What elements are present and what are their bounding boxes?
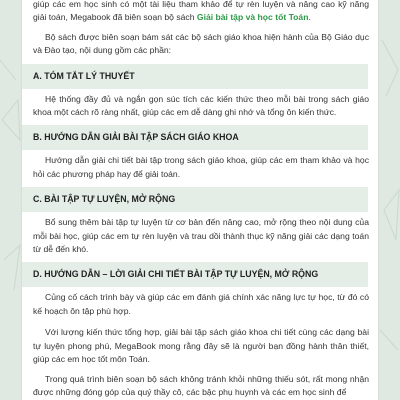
section-b-body: Hướng dẫn giải chi tiết bài tập trong sách giáo khoa, giúp các em tham khảo và học hỏi các phương pháp hay để giải toán. <box>33 155 369 179</box>
section-c-heading: C. BÀI TẬP TỰ LUYỆN, MỞ RỘNG <box>22 187 368 212</box>
book-title-highlight: Giải bài tập và học tốt Toán <box>196 12 309 23</box>
intro-line-2-end: . <box>308 12 311 23</box>
section-a <box>33 64 369 120</box>
section-d-body: Củng cố cách trình bày và giúp các em đánh giá chính xác năng lực tự học, từ đó có kế hoạch ôn tập phù hợp. <box>33 292 369 316</box>
closing-paragraph-2: Trong quá trình biên soạn bộ sách không tránh khỏi những thiếu sót, rất mong nhận được những đóng góp của quý thầy cô, các bậc phụ huynh và các em học sinh để <box>33 373 369 397</box>
section-d-heading: D. HƯỚNG DẪN – LỜI GIẢI CHI TIẾT BÀI TẬP TỰ LUYỆN, MỞ RỘNG <box>22 262 368 287</box>
section-a-heading: A. TÓM TẮT LÝ THUYẾT <box>22 64 368 89</box>
section-b <box>33 125 369 181</box>
section-b-heading: B. HƯỚNG DẪN GIẢI BÀI TẬP SÁCH GIÁO KHOA <box>22 125 368 150</box>
section-c-body: Bổ sung thêm bài tập tự luyện từ cơ bản đến nâng cao, mở rộng theo nội dung của mỗi bài học, giúp các em tự rèn luyện và trau dồi thành thục kỹ năng giải các dạng toán từ dễ đến khó. <box>33 217 369 255</box>
preface-content <box>33 0 369 399</box>
section-d <box>33 262 369 318</box>
structure-paragraph: Bộ sách được biên soạn bám sát các bộ sách giáo khoa hiện hành của Bộ Giáo dục và Đào tạo, nội dung gồm các phần: <box>33 31 369 56</box>
intro-paragraph <box>33 0 369 25</box>
closing-paragraph-1: Với lượng kiến thức tổng hợp, giải bài tập sách giáo khoa chi tiết cùng các dạng bài tự luyện phong phú, MegaBook mong rằng đây sẽ là người bạn đồng hành thân thiết, giúp các em học tốt môn Toán. <box>33 327 369 365</box>
section-c <box>33 187 369 256</box>
intro-line-2: giải toán, Megabook đã biên soạn bộ sách <box>33 12 197 23</box>
section-a-body: Hệ thống đầy đủ và ngắn gọn súc tích các kiến thức theo mỗi bài trong sách giáo khoa một cách rõ ràng nhất, giúp các em dễ dàng ghi nhớ và tổng ôn kiến thức. <box>33 93 369 118</box>
intro-line-1: giúp các em học sinh có một tài liệu tham khảo để tự rèn luyện và nâng cao kỹ năng <box>33 0 369 9</box>
